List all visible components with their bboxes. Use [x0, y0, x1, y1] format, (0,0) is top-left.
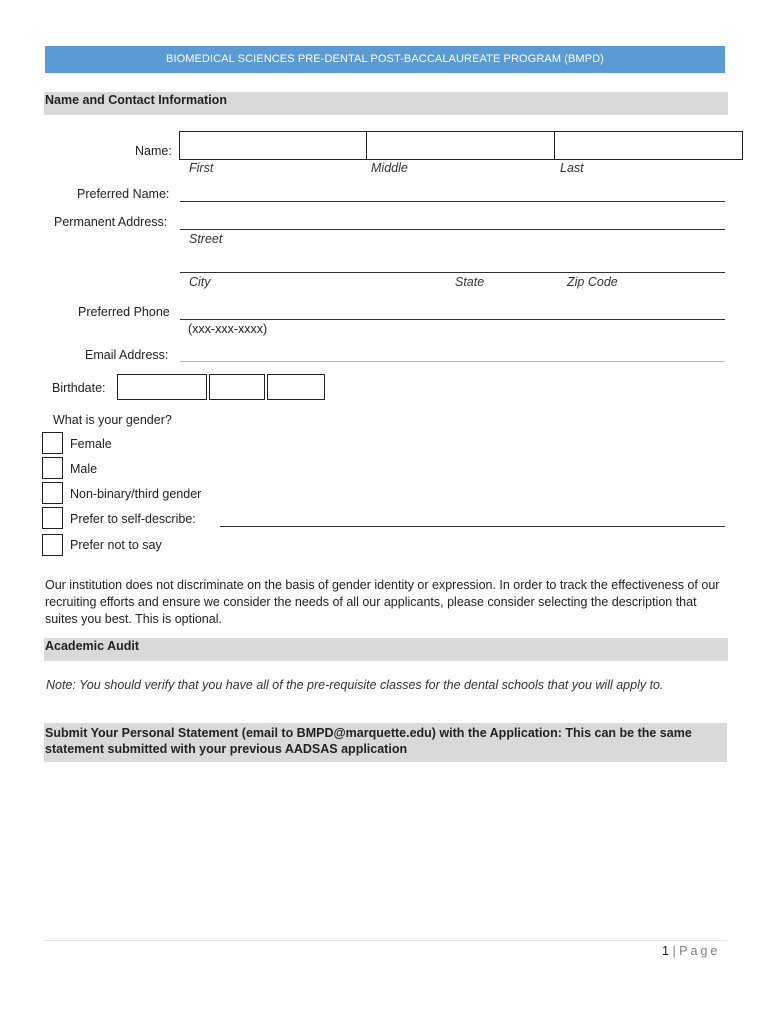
street-field[interactable]: [180, 229, 725, 230]
self-describe-field[interactable]: [220, 526, 725, 527]
preferred-name-label: Preferred Name:: [77, 187, 170, 201]
birthdate-year-field[interactable]: [267, 374, 325, 400]
gender-prefer-not-label: Prefer not to say: [70, 538, 162, 552]
gender-nonbinary-checkbox[interactable]: [42, 482, 63, 504]
footer-divider: [44, 940, 727, 941]
zip-hint: Zip Code: [567, 275, 618, 289]
phone-format-hint: (xxx-xxx-xxxx): [188, 322, 268, 336]
name-label: Name:: [135, 144, 172, 158]
page-number-value: 1: [662, 944, 669, 958]
state-hint: State: [455, 275, 485, 289]
gender-male-label: Male: [70, 462, 98, 476]
page-number-separator: |: [672, 944, 676, 958]
academic-note: Note: You should verify that you have all of the pre-requisite classes for the dental schools that you will apply to.: [46, 678, 664, 692]
nondiscrimination-notice: Our institution does not discriminate on the basis of gender identity or expression. In order to track the effectiveness of our recruiting efforts and ensure we consider the needs of all our applicants, please consider selecting the description that suites you best. This is optional.: [45, 578, 720, 626]
middle-name-field[interactable]: [366, 131, 555, 160]
gender-question: What is your gender?: [53, 413, 172, 427]
gender-female-label: Female: [70, 437, 112, 451]
page-number: [662, 944, 720, 958]
city-state-zip-field[interactable]: [180, 272, 725, 273]
email-field[interactable]: [180, 361, 725, 362]
gender-self-describe-checkbox[interactable]: [42, 507, 63, 529]
gender-nonbinary-label: Non-binary/third gender: [70, 487, 202, 501]
last-name-hint: Last: [560, 161, 584, 175]
street-hint: Street: [189, 232, 223, 246]
gender-prefer-not-checkbox[interactable]: [42, 534, 63, 556]
section-academic-title: Academic Audit: [44, 638, 728, 661]
birthdate-label: Birthdate:: [52, 381, 106, 395]
permanent-address-label: Permanent Address:: [54, 215, 168, 229]
preferred-phone-field[interactable]: [180, 319, 725, 320]
middle-name-hint: Middle: [371, 161, 408, 175]
email-label: Email Address:: [85, 348, 169, 362]
birthdate-month-field[interactable]: [117, 374, 207, 400]
gender-female-checkbox[interactable]: [42, 432, 63, 454]
city-hint: City: [189, 275, 211, 289]
program-banner: BIOMEDICAL SCIENCES PRE-DENTAL POST-BACCALAUREATE PROGRAM (BMPD): [45, 46, 725, 73]
preferred-name-field[interactable]: [180, 201, 725, 202]
section-contact-title: Name and Contact Information: [44, 92, 728, 115]
birthdate-day-field[interactable]: [209, 374, 265, 400]
gender-self-describe-label: Prefer to self-describe:: [70, 512, 196, 526]
first-name-hint: First: [189, 161, 214, 175]
gender-male-checkbox[interactable]: [42, 457, 63, 479]
preferred-phone-label: Preferred Phone: [78, 305, 170, 319]
section-statement-title: Submit Your Personal Statement (email to BMPD@marquette.edu) with the Application: This can be the same statement submitted with your previous AADSAS application: [44, 723, 727, 762]
last-name-field[interactable]: [554, 131, 743, 160]
first-name-field[interactable]: [179, 131, 368, 160]
page-word: Page: [679, 944, 721, 958]
